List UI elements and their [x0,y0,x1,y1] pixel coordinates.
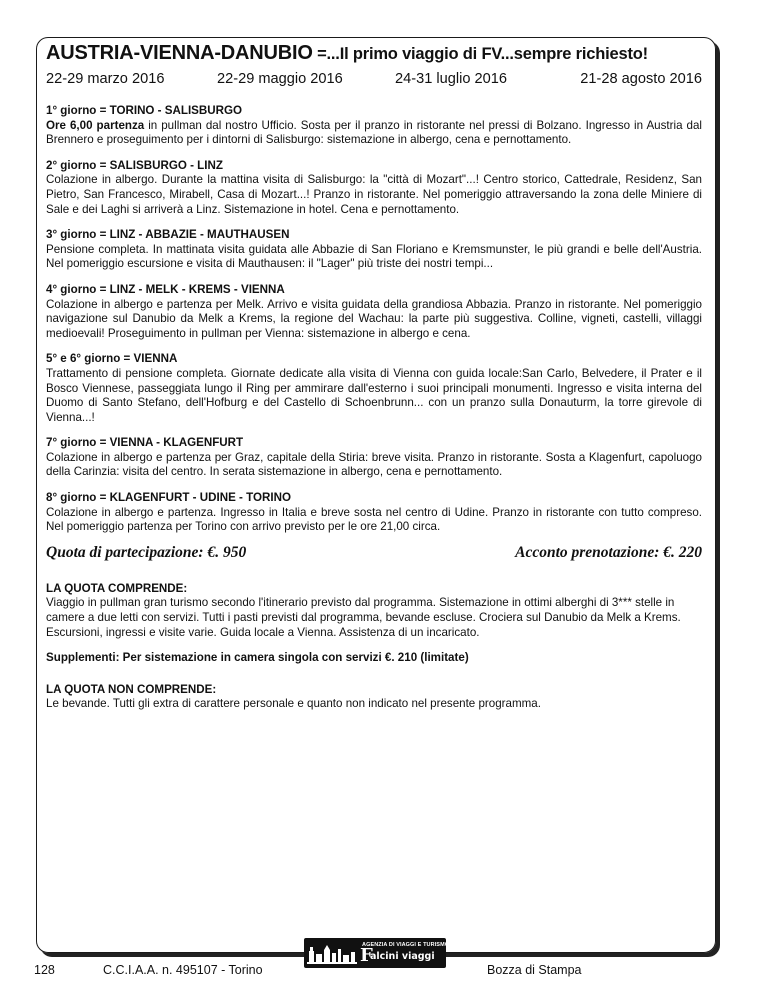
day-text: Trattamento di pensione completa. Giornate dedicate alla visita di Vienna con guida locale:San Carlo, Belvedere, il Prater e il Bosco Viennese, passeggiata lungo il Ring per ammirare dall'esterno i suoi principali monumenti. Ingresso e visita interna del Duomo di Santo Stefano, dell'Hofburg e del Castello di Schoenbrunn... con un pranzo sulla Donauturm, la torre girevole di Vienna...! [46,366,702,424]
logo-brand: alcini viaggi [370,951,435,962]
cciaa-registration: C.C.I.A.A. n. 495107 - Torino [103,963,263,977]
date-march: 22-29 marzo 2016 [46,71,165,87]
day-heading: 1° giorno = TORINO - SALISBURGO [46,104,243,117]
draft-label: Bozza di Stampa [487,963,582,977]
day-heading: 7° giorno = VIENNA - KLAGENFURT [46,436,244,450]
quota-partecipazione: Quota di partecipazione: €. 950 [46,543,247,561]
day-text: in pullman dal nostro Ufficio. Sosta per il pranzo in ristorante nel pressi di Bolzano. Ingresso in Austria dal Brennero e proseguimento per i dintorni di Salisburgo: sistemazione in albergo, cena e pernottamento. [46,118,702,147]
day-bold-lead: Ore 6,00 partenza [46,118,145,132]
date-may: 22-29 maggio 2016 [217,71,343,87]
day-5-6 [46,352,702,425]
day-7 [46,436,702,480]
title-subtitle: =...Il primo viaggio di FV...sempre richiesto! [312,45,648,63]
day-2 [46,159,702,217]
departure-dates [46,71,702,91]
day-3 [46,228,702,272]
quota-non-comprende [46,683,702,712]
logo-tagline: AGENZIA DI VIAGGI E TURISMO [362,942,450,948]
title-main: AUSTRIA-VIENNA-DANUBIO [46,42,313,64]
supplementi: Supplementi: Per sistemazione in camera singola con servizi €. 210 (limitate) [46,651,469,665]
day-heading: 8° giorno = KLAGENFURT - UDINE - TORINO [46,491,291,505]
day-text: Colazione in albergo e partenza per Melk. Arrivo e visita guidata della grandiosa Abbazia. Pranzo in ristorante. Nel pomeriggio navigazione sul Danubio da Melk a Krems, la regione del Wachau: la parte più suggestiva. Colline, vigneti, castelli, villaggi medioevali! Proseguimento in pullman per Vienna: sistemazione in albergo e cena. [46,297,702,340]
day-text: Colazione in albergo e partenza. Ingresso in Italia e breve sosta nel centro di Udine. Pranzo in ristorante con tutto compreso. Nel pomeriggio partenza per Torino con arrivo previsto per le ore 21,00 circa. [46,505,702,534]
section-text: Le bevande. Tutti gli extra di carattere personale e quanto non indicato nel presente programma. [46,697,541,711]
acconto-prenotazione: Acconto prenotazione: €. 220 [515,543,702,561]
day-heading: 4° giorno = LINZ - MELK - KREMS - VIENNA [46,282,285,296]
pricing-row [46,543,702,568]
itinerary [46,104,702,723]
day-heading: 2° giorno = SALISBURGO - LINZ [46,158,223,172]
section-text: Viaggio in pullman gran turismo secondo l'itinerario previsto dal programma. Sistemazione in ottimi alberghi di 3*** stelle in camere a due letti con servizi. Tutti i pasti previsti dal programma, bevande escluse. Crociera sul Danubio da Melk a Krems. Escursioni, ingressi e visite varie. Guida locale a Vienna. Assistenza di un incaricato. [46,596,681,639]
day-4 [46,283,702,341]
day-heading: 3° giorno = LINZ - ABBAZIE - MAUTHAUSEN [46,228,290,242]
section-heading: LA QUOTA COMPRENDE: [46,581,188,595]
date-july: 24-31 luglio 2016 [395,71,507,87]
page-title [46,42,648,65]
day-8 [46,491,702,535]
day-text: Pensione completa. In mattinata visita guidata alle Abbazie di San Floriano e Kremsmunster, le più grandi e belle dell'Austria. Nel pomeriggio escursione e visita di Mauthausen: il "Lager" più triste dei nostri tempi... [46,242,702,271]
date-august: 21-28 agosto 2016 [580,71,702,87]
section-heading: LA QUOTA NON COMPRENDE: [46,682,217,696]
day-1 [46,104,702,148]
day-text: Colazione in albergo e partenza per Graz, capitale della Stiria: breve visita. Pranzo in ristorante. Sosta a Klagenfurt, capoluogo della Carinzia: visita del centro. In serata sistemazione in albergo, cena e pernottamento. [46,450,702,479]
page-footer [0,960,768,990]
quota-comprende [46,582,702,640]
logo-initial: F [360,945,373,966]
day-text: Colazione in albergo. Durante la mattina visita di Salisburgo: la "città di Mozart"...! Centro storico, Cattedrale, Residenz, San Pietro, San Francesco, Mirabell, Casa di Mozart...! Pranzo in ristorante. Nel pomeriggio attraversando la zona delle Miniere di Sale e dei Laghi si arriverà a Linz. Sistemazione in hotel. Cena e pernottamento. [46,173,702,216]
day-heading: 5° e 6° giorno = VIENNA [46,352,178,366]
page-number: 128 [34,963,55,977]
